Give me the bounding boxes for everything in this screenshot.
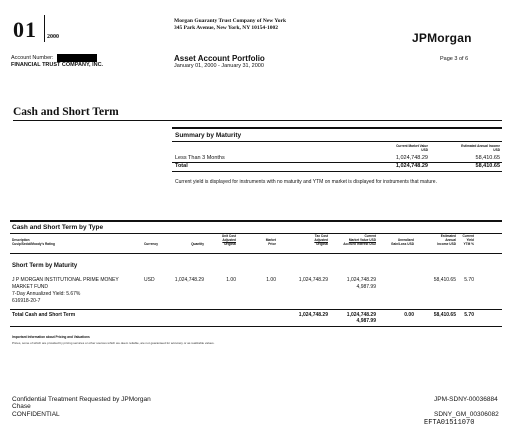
hdr-market-value-line2: Market Value USD	[348, 238, 376, 242]
row-currency: USD	[144, 277, 155, 283]
type-table-top-rule	[10, 220, 502, 222]
fund-description	[12, 277, 119, 305]
summary-row-market-value: 1,024,748.29	[395, 155, 428, 161]
fund-name-line2: MARKET FUND	[12, 284, 49, 290]
pricing-text: Prices, some of which are provided by pricing services or other sources which we deem reliable, are not guaranteed for accuracy or as realizable values.	[12, 341, 215, 345]
hdr-unit-cost-line1: Unit Cost	[221, 234, 236, 238]
total-label: Total Cash and Short Term	[12, 312, 76, 318]
hdr-annual-income	[426, 234, 456, 246]
bates-number: EFTA01511070	[424, 419, 475, 427]
hdr-yield-line1: Current	[462, 234, 474, 238]
hdr-unrealized-line2: Gain/Loss USD	[390, 242, 414, 246]
hdr-unrealized-line1: Unrealized	[397, 238, 414, 242]
row-annual-income: 58,410.65	[433, 277, 456, 283]
hdr-market-value-line1: Current	[364, 234, 376, 238]
hdr-annual-income-line3: Income USD	[437, 242, 456, 246]
hdr-unrealized	[380, 238, 414, 246]
hdr-tax-cost-line1: Tax Cost	[314, 234, 328, 238]
summary-total-annual-income: 58,410.65	[475, 163, 500, 169]
footer-doc-id: JPM-SDNY-00036884	[434, 396, 498, 403]
summary-title: Summary by Maturity	[175, 132, 242, 139]
hdr-unit-cost-line2: Adjusted	[222, 238, 236, 242]
page-indicator: Page 3 of 6	[440, 56, 469, 62]
portfolio-period: January 01, 2000 - January 31, 2000	[174, 63, 264, 69]
bank-address: 345 Park Avenue, New York, NY 10154-1002	[174, 25, 278, 31]
total-bottom-rule	[10, 326, 502, 327]
account-number-label: Account Number:	[11, 55, 54, 61]
hdr-yield-line3: YTM %	[463, 242, 474, 246]
fund-yield-note: 7-Day Annualized Yield: 5.67%	[12, 291, 81, 297]
summary-total-label: Total	[175, 163, 188, 169]
subsection-title: Short Term by Maturity	[12, 263, 78, 269]
hdr-unit-cost	[208, 234, 236, 246]
statement-year: 2000	[47, 34, 59, 40]
summary-top-rule	[172, 127, 502, 129]
total-yield: 5.70	[464, 312, 474, 318]
summary-col-annual-income-line1: Estimated Annual Income	[461, 144, 500, 148]
summary-bottom-rule	[172, 171, 502, 172]
row-tax-cost: 1,024,748.29	[298, 277, 328, 283]
summary-note: Current yield is displayed for instruments with no maturity and YTM on market is displayed for instruments that mature.	[175, 179, 437, 185]
hdr-market-price-line1: Market	[265, 238, 276, 242]
bank-name: Morgan Guaranty Trust Company of New York	[174, 18, 287, 24]
row-accrued-interest: 4,987.99	[356, 284, 376, 290]
footer-confidential-line1: Confidential Treatment Requested by JPMorgan	[12, 396, 151, 403]
hdr-unit-cost-line3: Original	[223, 242, 236, 246]
total-market-value: 1,024,748.29	[346, 312, 376, 318]
row-market-price: 1.00	[266, 277, 276, 283]
summary-col-market-value-line2: USD	[421, 148, 428, 152]
pricing-heading: Important Information about Pricing and Valuations	[12, 335, 90, 339]
total-accrued-interest: 4,987.99	[356, 318, 376, 324]
hdr-description-line1: Description	[12, 238, 30, 242]
summary-col-annual-income	[432, 144, 500, 152]
row-quantity: 1,024,748.29	[174, 277, 204, 283]
hdr-tax-cost-line3: Original	[315, 242, 328, 246]
hdr-description	[12, 238, 55, 246]
redaction-box	[57, 54, 97, 62]
summary-col-market-value-line1: Current Market Value	[396, 144, 428, 148]
row-market-value: 1,024,748.29	[346, 277, 376, 283]
portfolio-title: Asset Account Portfolio	[174, 54, 265, 63]
hdr-market-price	[248, 238, 276, 246]
total-annual-income: 58,410.65	[433, 312, 456, 318]
large-page-number: 01	[13, 17, 37, 42]
hdr-market-value-line3: Accrued Interest USD	[343, 242, 376, 246]
hdr-yield	[458, 234, 474, 246]
hdr-quantity: Quantity	[191, 242, 204, 246]
type-table-title: Cash and Short Term by Type	[12, 224, 104, 231]
summary-col-market-value	[360, 144, 428, 152]
section-title: Cash and Short Term	[13, 106, 119, 118]
row-yield: 5.70	[464, 277, 474, 283]
hdr-market-price-line2: Price	[268, 242, 276, 246]
hdr-tax-cost-line2: Adjusted	[314, 238, 328, 242]
account-owner: FINANCIAL TRUST COMPANY, INC.	[11, 62, 104, 68]
hdr-description-line2: Cusip/Sedol/Moody's Rating	[12, 242, 55, 246]
brand-logo: JPMorgan	[412, 31, 472, 45]
total-tax-cost: 1,024,748.29	[298, 312, 328, 318]
number-divider	[44, 15, 45, 42]
type-table-header-rule	[10, 253, 502, 254]
hdr-market-value	[330, 234, 376, 246]
fund-cusip: 616918-20-7	[12, 298, 41, 304]
summary-col-annual-income-line2: USD	[493, 148, 500, 152]
footer-sdny-id: SDNY_GM_00306082	[434, 411, 499, 418]
hdr-annual-income-line2: Annual	[445, 238, 456, 242]
footer-confidential-line2: Chase	[12, 403, 31, 410]
footer-confidential-label: CONFIDENTIAL	[12, 411, 60, 418]
total-top-rule	[10, 309, 502, 310]
section-divider	[13, 120, 502, 121]
summary-total-market-value: 1,024,748.29	[395, 163, 428, 169]
summary-row-label: Less Than 3 Months	[175, 155, 225, 161]
hdr-tax-cost	[296, 234, 328, 246]
summary-title-rule	[172, 141, 502, 142]
hdr-annual-income-line1: Estimated	[440, 234, 456, 238]
hdr-currency: Currency	[144, 242, 158, 246]
fund-name-line1: J P MORGAN INSTITUTIONAL PRIME MONEY	[12, 277, 119, 283]
hdr-yield-line2: Yield	[466, 238, 474, 242]
total-unrealized: 0.00	[404, 312, 414, 318]
summary-row-annual-income: 58,410.65	[475, 155, 500, 161]
row-unit-cost: 1.00	[226, 277, 236, 283]
